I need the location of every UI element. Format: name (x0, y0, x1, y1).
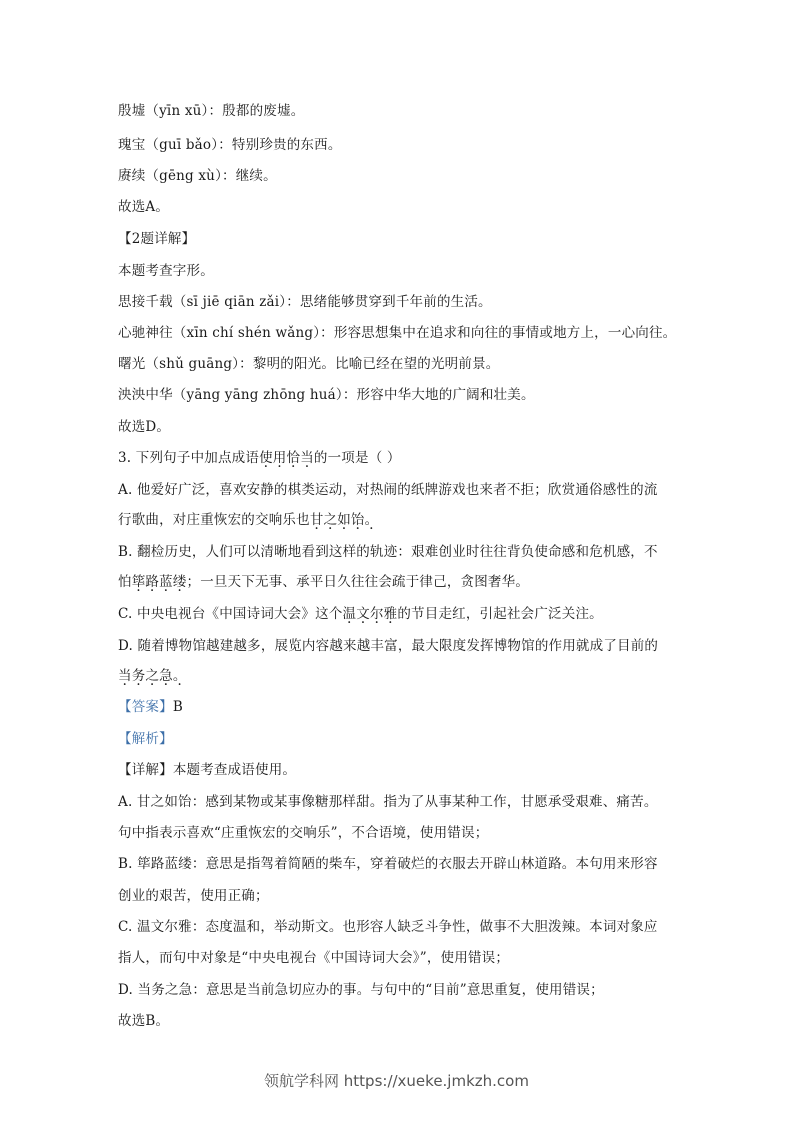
stem-text: 的一项是（ ） (313, 450, 401, 466)
dotted-char: 筚 (131, 574, 146, 590)
dotted-char: 当 (300, 450, 314, 466)
dotted-char: 。 · (173, 668, 187, 684)
text-line: 瑰宝（guī bǎo）：特别珍贵的东西。 (118, 137, 342, 153)
option-a-line2 (118, 511, 378, 529)
explanation-c1: C. 温文尔雅：态度温和，举动斯文。也形容人缺乏斗争性，做事不大胆泼辣。本词对象应 (118, 919, 658, 935)
question-stem (118, 449, 401, 467)
text-line: 故选D。 (118, 419, 171, 435)
analysis-label: 【解析】 (118, 731, 173, 747)
option-text: ；一旦天下无事、承平日久往往会疏于律己，贪图奢华。 (186, 574, 530, 590)
conclusion: 故选B。 (118, 1013, 170, 1029)
text-line: 故选A。 (118, 199, 170, 215)
option-text: C. 中央电视台《中国诗词大会》这个 (118, 606, 343, 622)
option-b-line1: B. 翻检历史，人们可以清晰地看到这样的轨迹：艰难创业时往往背负使命感和危机感，不 (118, 544, 658, 560)
dotted-char: 。 · (365, 512, 379, 528)
text-line: 殷墟（yīn xū）：殷都的废墟。 (118, 103, 305, 119)
section-heading: 【2题详解】 (118, 231, 196, 247)
text-line: 泱泱中华（yāng yāng zhōng huá）：形容中华大地的广阔和壮美。 (118, 387, 535, 403)
dotted-char: 蓝 (159, 574, 173, 590)
dotted-char: 温 (342, 606, 357, 622)
dotted-char: 务 (131, 668, 146, 684)
explanation-c2: 指人，而句中对象是“中央电视台《中国诗词大会》”，使用错误； (118, 950, 510, 966)
option-text: 行歌曲，对庄重恢宏的交响乐也 (118, 512, 310, 528)
text-line: 心驰神往（xīn chí shén wǎng）：形容思想集中在追求和向往的事情或地方上，一心向往。 (118, 325, 677, 341)
dotted-char: 饴 (350, 512, 365, 528)
text-line: 曙光（shǔ guāng）：黎明的阳光。比喻已经在望的光明前景。 (118, 356, 500, 372)
dotted-char: 急 (159, 668, 173, 684)
option-a-line1: A. 他爱好广泛，喜欢安静的棋类运动，对热闹的纸牌游戏也来者不拒；欣赏通俗感性的流 (118, 482, 658, 498)
text-line: 本题考查字形。 (118, 263, 214, 279)
detail-label: 【详解】 (118, 762, 173, 778)
dotted-char: 甘 (309, 512, 324, 528)
detail-intro: 本题考查成语使用。 (172, 762, 297, 778)
option-text: 的节目走红，引起社会广泛关注。 (397, 606, 603, 622)
dotted-char: 如 (337, 512, 351, 528)
option-c (118, 605, 603, 623)
text-line: 思接千载（sī jiē qiān zǎi）：思绪能够贯穿到千年前的生活。 (118, 294, 492, 310)
answer-value: B (172, 699, 183, 715)
option-d-line1: D. 随着博物馆越建越多，展览内容越来越丰富，最大限度发挥博物馆的作用就成了目前的 (118, 638, 659, 654)
option-d-line2 (118, 667, 187, 685)
dotted-char: 路 (145, 574, 160, 590)
dotted-char: 使 (259, 450, 273, 466)
dotted-char: 文 (356, 606, 370, 622)
footer-watermark: 领航学科网 https://xueke.jmkzh.com (264, 1072, 529, 1090)
explanation-b2: 创业的艰苦，使用正确； (118, 888, 269, 904)
dotted-char: 之 (323, 512, 338, 528)
explanation-a1: A. 甘之如饴：感到某物或某事像糖那样甜。指为了从事某种工作，甘愿承受艰难、痛苦。 (118, 794, 658, 810)
option-b-line2 (118, 573, 529, 591)
dotted-char: 尔 (369, 606, 384, 622)
explanation-d1: D. 当务之急：意思是当前急切应办的事。与句中的“目前”意思重复，使用错误； (118, 982, 604, 998)
dotted-char: 用 (272, 450, 287, 466)
dotted-char: 缕 (172, 574, 187, 590)
explanation-b1: B. 筚路蓝缕：意思是指驾着简陋的柴车，穿着破烂的衣服去开辟山林道路。本句用来形容 (118, 856, 658, 872)
dotted-char: 当 (118, 668, 132, 684)
dotted-char: 恰 (286, 450, 301, 466)
text-line: 赓续（gēng xù）：继续。 (118, 168, 277, 184)
option-text: 怕 (118, 574, 132, 590)
dotted-char: 雅 (383, 606, 398, 622)
answer-label: 【答案】 (118, 699, 173, 715)
stem-text: 3. 下列句子中加点成语 (118, 450, 260, 466)
dotted-char: 之 (145, 668, 160, 684)
detail-line (118, 761, 296, 779)
answer-line (118, 698, 183, 716)
explanation-a2: 句中指表示喜欢“庄重恢宏的交响乐”，不合语境，使用错误； (118, 825, 489, 841)
